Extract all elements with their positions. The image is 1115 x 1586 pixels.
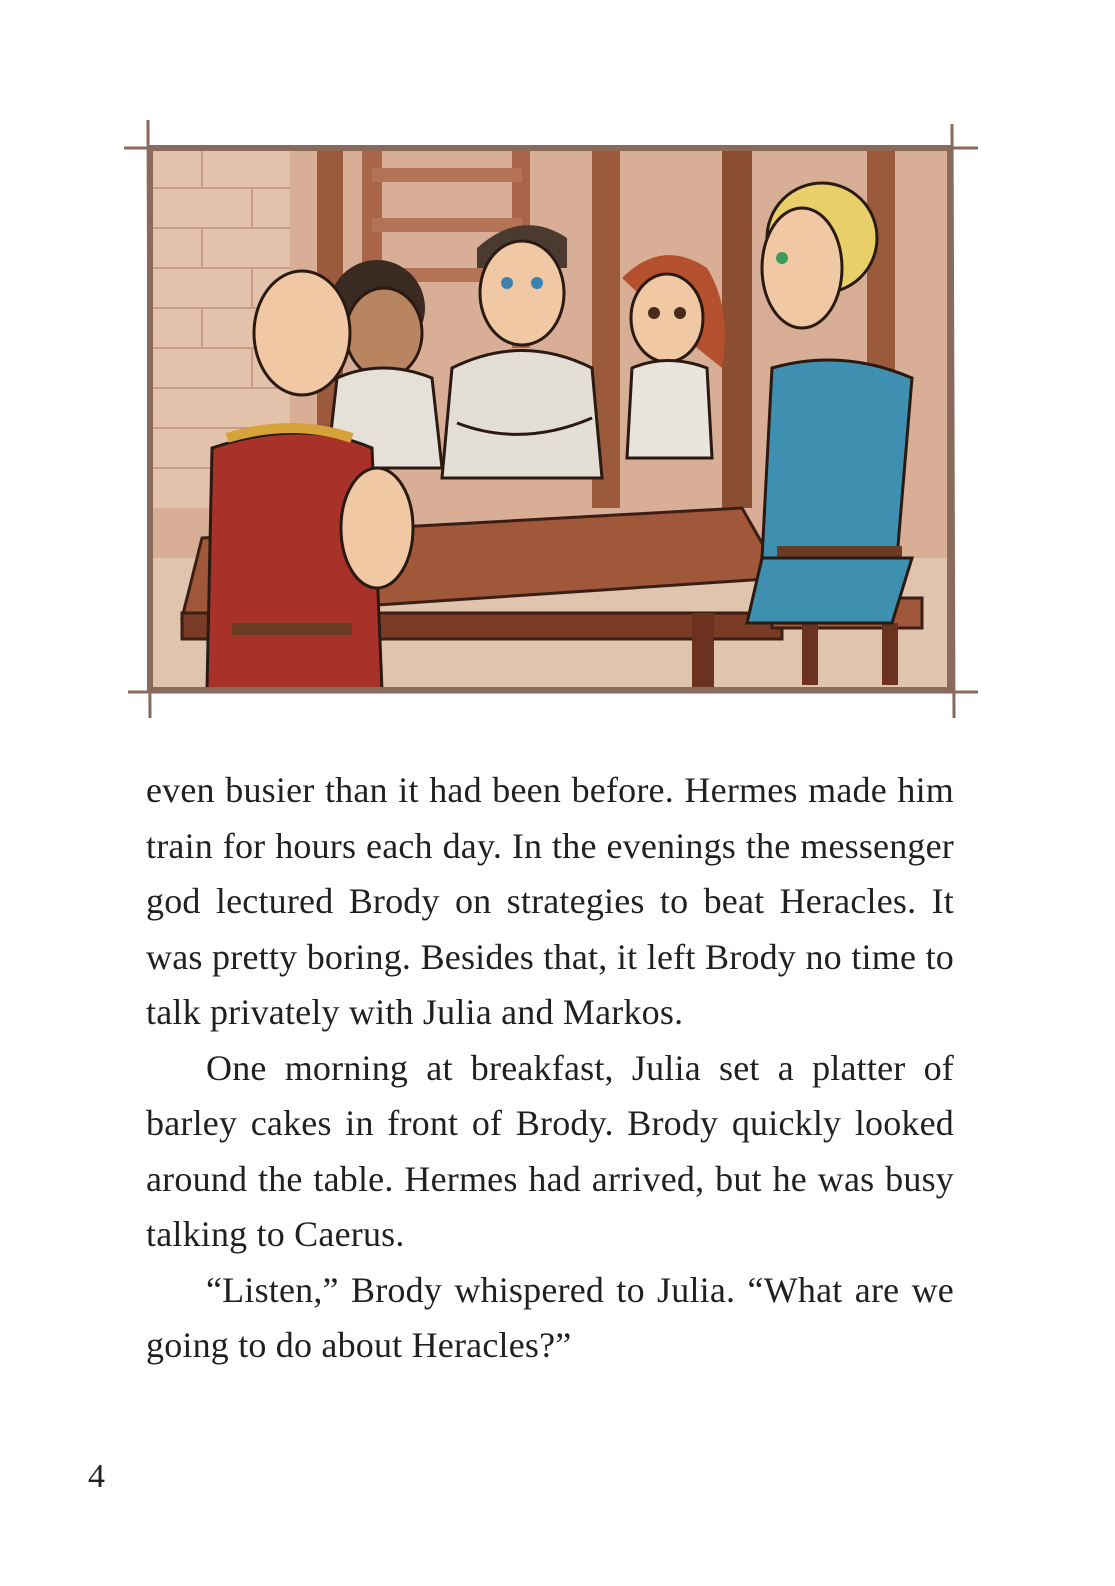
- paragraph: “Listen,” Brody whispered to Julia. “What are we going to do about Heracles?”: [146, 1269, 954, 1365]
- page-number: 4: [88, 1458, 105, 1495]
- story-text: [146, 763, 954, 1374]
- book-illustration: [122, 118, 980, 722]
- paragraph: One morning at breakfast, Julia set a platter of barley cakes in front of Brody. Brody quickly looked around the table. Hermes had arrived, but he was busy talking to Caerus.: [146, 1047, 954, 1254]
- paragraph: even busier than it had been before. Hermes made him train for hours each day. In the evenings the messenger god lectured Brody on strategies to beat Heracles. It was pretty boring. Besides that, it left Brody no time to talk privately with Julia and Markos.: [146, 770, 954, 1032]
